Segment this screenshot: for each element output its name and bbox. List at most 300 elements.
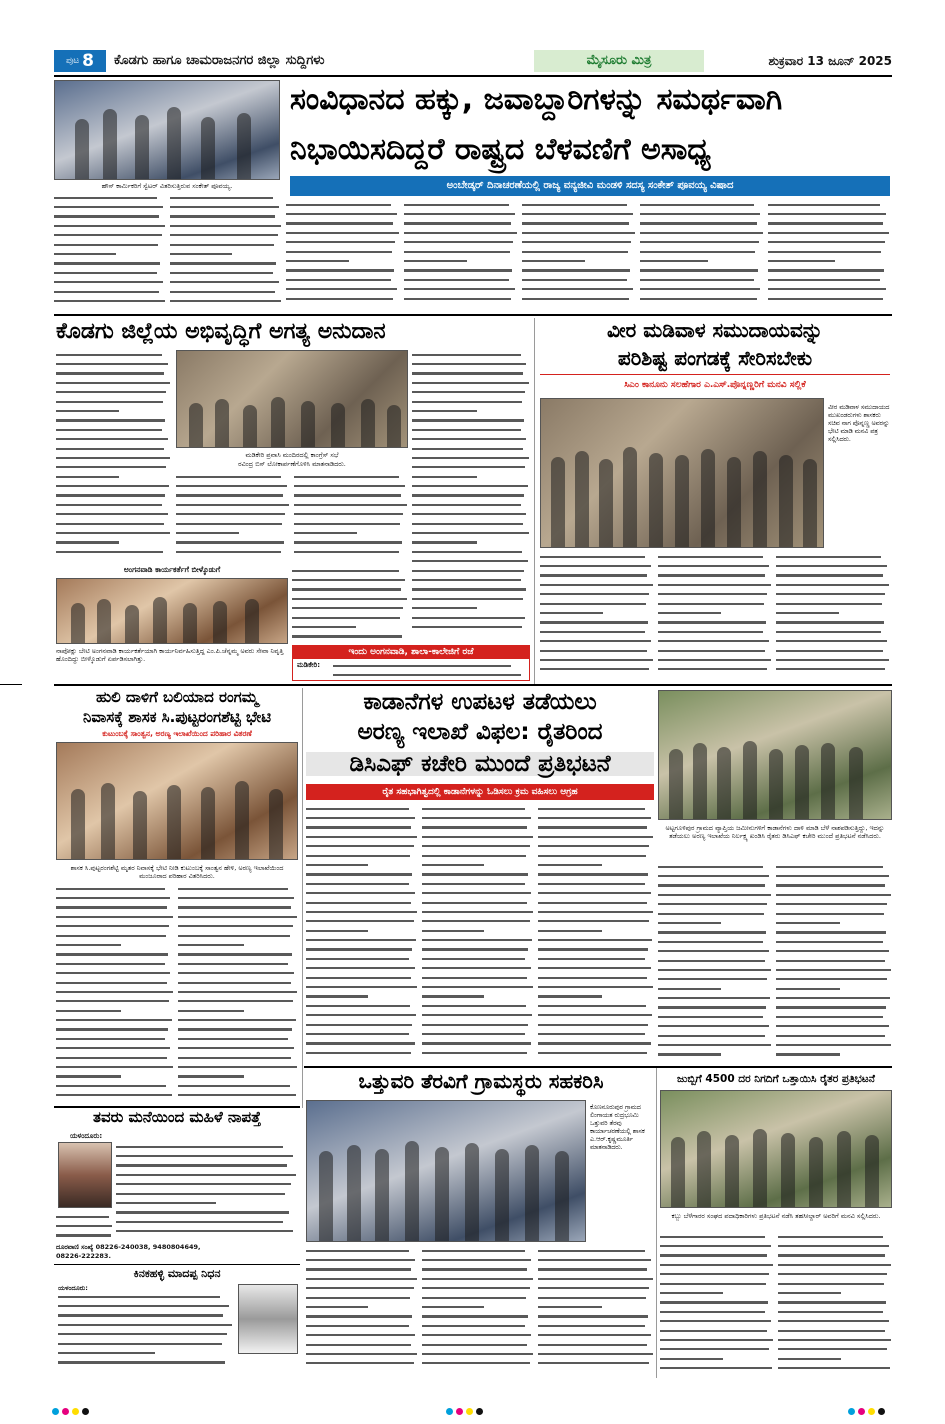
body-text-line xyxy=(178,1062,298,1071)
body-text-line xyxy=(660,1317,774,1326)
body-text-line xyxy=(306,1011,418,1020)
body-text-line xyxy=(286,228,400,237)
elephant-body-col4 xyxy=(658,862,772,1062)
body-text-line xyxy=(306,813,418,822)
body-text-line xyxy=(56,481,171,490)
body-text-line xyxy=(306,982,418,991)
body-text-line xyxy=(306,1039,418,1048)
body-text-line xyxy=(776,608,890,617)
body-text-line xyxy=(422,1029,534,1038)
body-text-line xyxy=(412,566,530,575)
body-text-line xyxy=(778,1354,892,1363)
body-text-line xyxy=(306,1359,418,1368)
body-text-line xyxy=(778,1345,892,1354)
body-text-line xyxy=(538,860,654,869)
body-text-line xyxy=(116,1180,298,1189)
body-text-line xyxy=(658,993,772,1002)
body-text-line xyxy=(292,622,408,631)
body-text-line xyxy=(538,1011,654,1020)
body-text-line xyxy=(178,1015,298,1024)
body-text-line xyxy=(286,266,400,275)
body-text-line xyxy=(412,425,530,434)
body-text-line xyxy=(56,538,171,547)
body-text-line xyxy=(292,575,408,584)
body-text-line xyxy=(412,491,530,500)
body-text-line xyxy=(412,388,530,397)
body-text-line xyxy=(658,909,772,918)
body-text-line xyxy=(538,1001,654,1010)
body-text-line xyxy=(658,580,772,589)
body-text-line xyxy=(540,571,654,580)
lead-bottom-rule xyxy=(54,314,892,316)
body-text-line xyxy=(404,209,518,218)
body-text-line xyxy=(538,851,654,860)
body-text-line xyxy=(422,832,534,841)
body-text-line xyxy=(306,907,418,916)
kodagu-body-col2 xyxy=(176,472,290,560)
body-text-line xyxy=(776,956,892,965)
body-text-line xyxy=(778,1326,892,1335)
rangamma-body-col2 xyxy=(178,884,298,1102)
body-text-line xyxy=(660,1260,774,1269)
body-text-line xyxy=(54,202,166,211)
body-text-line xyxy=(640,219,764,228)
body-text-line xyxy=(422,823,534,832)
body-text-line xyxy=(658,947,772,956)
body-text-line xyxy=(778,1260,892,1269)
body-text-line xyxy=(778,1307,892,1316)
body-text-line xyxy=(404,256,518,265)
body-text-line xyxy=(538,945,654,954)
body-text-line xyxy=(412,481,530,490)
body-text-line xyxy=(422,954,534,963)
lead-body-col5 xyxy=(522,200,636,311)
body-text-line xyxy=(538,842,654,851)
body-text-line xyxy=(54,249,166,258)
body-text-line xyxy=(776,1012,892,1021)
body-text-line xyxy=(306,842,418,851)
body-text-line xyxy=(776,1050,892,1059)
body-text-line xyxy=(176,519,290,528)
body-text-line xyxy=(306,992,418,1001)
body-text-line xyxy=(776,665,890,674)
lead-body-col4 xyxy=(404,200,518,311)
encroach-photo xyxy=(306,1100,586,1242)
body-text-line xyxy=(56,463,171,472)
body-text-line xyxy=(178,959,298,968)
body-text-line xyxy=(422,813,534,822)
body-text-line xyxy=(404,266,518,275)
registration-marks-right xyxy=(848,1408,885,1415)
body-text-line xyxy=(538,982,654,991)
body-text-line xyxy=(286,285,400,294)
body-text-line xyxy=(56,416,171,425)
body-text-line xyxy=(306,1321,418,1330)
body-text-line xyxy=(404,285,518,294)
body-text-line xyxy=(658,871,772,880)
body-text-line xyxy=(306,1284,418,1293)
lead-photo xyxy=(54,80,280,180)
body-text-line xyxy=(538,879,654,888)
body-text-line xyxy=(776,1022,892,1031)
elephant-headline-line3: ಡಿಸಿಎಫ್ ಕಚೇರಿ ಮುಂದೆ ಪ್ರತಿಭಟನೆ xyxy=(306,752,654,776)
body-text-line xyxy=(294,472,408,481)
body-text-line xyxy=(422,860,534,869)
body-text-line xyxy=(412,519,530,528)
body-text-line xyxy=(56,950,174,959)
body-text-line xyxy=(56,893,174,902)
madivala-subhead: ಸಿಎಂ ಕಾನೂನು ಸಲಹೆಗಾರ ಎ.ಎಸ್.ಪೊನ್ನಣ್ಣರಿಗೆ ಮನವಿ ಸಲ್ಲಿಕೆ xyxy=(540,374,890,394)
body-text-line xyxy=(294,510,408,519)
body-text-line xyxy=(422,1011,534,1020)
cyan-mark xyxy=(52,1408,59,1415)
body-text-line xyxy=(56,369,171,378)
body-text-line xyxy=(538,964,654,973)
body-text-line xyxy=(768,285,890,294)
body-text-line xyxy=(422,898,534,907)
body-text-line xyxy=(776,965,892,974)
body-text-line xyxy=(306,1274,418,1283)
lead-body-col1 xyxy=(54,193,166,311)
body-text-line xyxy=(292,594,408,603)
body-text-line xyxy=(538,1331,654,1340)
body-text-line xyxy=(660,1307,774,1316)
body-text-line xyxy=(292,613,408,622)
body-text-line xyxy=(54,212,166,221)
body-text-line xyxy=(422,1302,534,1311)
elephant-bottom-rule xyxy=(304,1066,892,1068)
body-text-line xyxy=(422,935,534,944)
body-text-line xyxy=(56,1034,174,1043)
body-text-line xyxy=(56,1015,174,1024)
lead-body-col3 xyxy=(286,200,400,311)
body-text-line xyxy=(422,1274,534,1283)
body-text-line xyxy=(768,256,890,265)
body-text-line xyxy=(538,813,654,822)
body-text-line xyxy=(522,275,636,284)
body-text-line xyxy=(56,425,171,434)
body-text-line xyxy=(522,238,636,247)
body-text-line xyxy=(658,627,772,636)
body-text-line xyxy=(768,275,890,284)
body-text-line xyxy=(422,1349,534,1358)
body-text-line xyxy=(178,987,298,996)
rangamma-body-col1 xyxy=(56,884,174,1102)
body-text-line xyxy=(56,931,174,940)
body-text-line xyxy=(422,917,534,926)
body-text-line xyxy=(776,900,892,909)
body-text-line xyxy=(538,1284,654,1293)
masthead-rule xyxy=(54,75,892,77)
body-text-line xyxy=(422,870,534,879)
body-text-line xyxy=(776,937,892,946)
body-text-line xyxy=(660,1354,774,1363)
body-text-line xyxy=(658,900,772,909)
body-text-line xyxy=(170,259,282,268)
encroach-side-caption: ಕೊಣನೂರುಪುರ ಗ್ರಾಮದ ಲಿಂಗಾಯತ ರುದ್ರಭೂಮಿ ಒತ್ತುವರಿ ತೆರವು ಕಾರ್ಯಾಚರಣೆಯಲ್ಲಿ ಶಾಸಕ ಎ.ಆರ್.ಕೃಷ್ಣಮೂರ್ತಿ ಮಾತನಾಡಿದರು. xyxy=(590,1104,645,1151)
body-text-line xyxy=(776,552,890,561)
body-text-line xyxy=(412,575,530,584)
body-text-line xyxy=(178,922,298,931)
body-text-line xyxy=(178,978,298,987)
body-text-line xyxy=(412,538,530,547)
body-text-line xyxy=(306,926,418,935)
body-text-line xyxy=(658,561,772,570)
body-text-line xyxy=(178,884,298,893)
holiday-dateline: ಮಡಿಕೇರಿ: xyxy=(297,661,321,669)
body-text-line xyxy=(658,984,772,993)
body-text-line xyxy=(286,200,400,209)
body-text-line xyxy=(306,945,418,954)
body-text-line xyxy=(422,1020,534,1029)
body-text-line xyxy=(538,1312,654,1321)
missing-dateline: ಯಳಂದೂರು: xyxy=(70,1132,103,1140)
body-text-line xyxy=(538,823,654,832)
body-text-line xyxy=(294,500,408,509)
body-text-line xyxy=(56,1006,174,1015)
body-text-line xyxy=(540,552,654,561)
body-text-line xyxy=(306,1312,418,1321)
body-text-line xyxy=(660,1288,774,1297)
body-text-line xyxy=(540,627,654,636)
body-text-line xyxy=(178,1044,298,1053)
body-text-line xyxy=(306,898,418,907)
madivala-headline-line2: ಪರಿಶಿಷ್ಟ ಪಂಗಡಕ್ಕೆ ಸೇರಿಸಬೇಕು xyxy=(617,346,813,370)
body-text-line xyxy=(640,209,764,218)
body-text-line xyxy=(412,557,530,566)
body-text-line xyxy=(306,851,418,860)
body-text-line xyxy=(522,256,636,265)
registration-marks-center xyxy=(446,1408,483,1415)
body-text-line xyxy=(658,1031,772,1040)
body-text-line xyxy=(412,604,530,613)
body-text-line xyxy=(538,917,654,926)
body-text-line xyxy=(538,1302,654,1311)
body-text-line xyxy=(660,1335,774,1344)
body-text-line xyxy=(538,1039,654,1048)
body-text-line xyxy=(412,472,530,481)
body-text-line xyxy=(778,1317,892,1326)
body-text-line xyxy=(538,889,654,898)
body-text-line xyxy=(56,940,174,949)
holiday-box xyxy=(292,645,530,681)
body-text-line xyxy=(522,285,636,294)
kodagu-headline: ಕೊಡಗು ಜಿಲ್ಲೆಯ ಅಭಿವೃದ್ಧಿಗೆ ಅಗತ್ಯ ಅನುದಾನ xyxy=(56,319,386,344)
body-text-line xyxy=(54,268,166,277)
body-text-line xyxy=(178,950,298,959)
body-text-line xyxy=(412,444,530,453)
body-text-line xyxy=(292,585,408,594)
body-text-line xyxy=(776,1040,892,1049)
body-text-line xyxy=(54,296,166,305)
body-text-line xyxy=(404,238,518,247)
kodagu-body-col3 xyxy=(294,472,408,560)
body-text-line xyxy=(658,890,772,899)
body-text-line xyxy=(422,804,534,813)
page-number: 8 xyxy=(82,51,95,71)
body-text-line xyxy=(56,491,171,500)
body-text-line xyxy=(404,219,518,228)
body-text-line xyxy=(412,416,530,425)
body-text-line xyxy=(306,823,418,832)
body-text-line xyxy=(56,359,171,368)
body-text-line xyxy=(56,547,171,556)
body-text-line xyxy=(306,1001,418,1010)
body-text-line xyxy=(776,655,890,664)
body-text-line xyxy=(538,1359,654,1368)
lead-body-col6 xyxy=(640,200,764,311)
body-text-line xyxy=(58,1320,234,1329)
anganwadi-caption: ನಾಪೋಕ್ಲು ಬೇಟಿ ಅಂಗನವಾಡಿ ಕಾರ್ಯಕರ್ತೆಯಾಗಿ ಕಾರ್ಯನಿರ್ವಹಿಸುತ್ತಿದ್ದ ಎಂ.ಪಿ.ಚೆನ್ನಮ್ಮ ಅವರು ಸೇವಾ ನಿವೃತ್ತಿ ಹೊಂದಿದ್ದು ಬೀಳ್ಕೊಡುಗೆ ಏರ್ಪಡಿಸಲಾಗಿತ್ತು. xyxy=(56,647,284,663)
body-text-line xyxy=(422,973,534,982)
body-text-line xyxy=(776,590,890,599)
body-text-line xyxy=(538,907,654,916)
body-text-line xyxy=(658,956,772,965)
body-text-line xyxy=(658,1003,772,1012)
body-text-line xyxy=(412,397,530,406)
fertilizer-body-col1 xyxy=(660,1232,774,1376)
body-text-line xyxy=(422,982,534,991)
rangamma-photo xyxy=(56,742,298,860)
body-text-line xyxy=(178,893,298,902)
body-text-line xyxy=(538,973,654,982)
obituary-top-rule xyxy=(54,1264,300,1265)
elephant-headline-line1: ಕಾಡಾನೆಗಳ ಉಪಟಳ ತಡೆಯಲು xyxy=(363,689,597,715)
body-text-line xyxy=(522,294,636,303)
body-text-line xyxy=(422,1331,534,1340)
body-text-line xyxy=(660,1232,774,1241)
body-text-line xyxy=(56,922,174,931)
body-text-line xyxy=(286,219,400,228)
body-text-line xyxy=(56,912,174,921)
body-text-line xyxy=(170,231,282,240)
body-text-line xyxy=(306,889,418,898)
body-text-line xyxy=(56,397,171,406)
body-text-line xyxy=(116,1161,298,1170)
body-text-line xyxy=(56,1091,174,1100)
body-text-line xyxy=(658,1022,772,1031)
body-text-line xyxy=(776,646,890,655)
body-text-line xyxy=(54,259,166,268)
encroach-divider xyxy=(656,1068,657,1378)
body-text-line xyxy=(522,266,636,275)
body-text-line xyxy=(294,538,408,547)
body-text-line xyxy=(538,1029,654,1038)
body-text-line xyxy=(412,463,530,472)
body-text-line xyxy=(56,903,174,912)
elephant-headline-line2: ಅರಣ್ಯ ಇಲಾಖೆ ವಿಫಲ: ರೈತರಿಂದ xyxy=(357,719,603,745)
body-text-line xyxy=(56,1081,174,1090)
body-text-line xyxy=(540,608,654,617)
body-text-line xyxy=(778,1241,892,1250)
body-text-line xyxy=(116,1198,298,1207)
body-text-line xyxy=(776,561,890,570)
body-text-line xyxy=(56,1062,174,1071)
body-text-line xyxy=(658,655,772,664)
body-text-line xyxy=(306,935,418,944)
kodagu-photo-meeting xyxy=(176,350,408,448)
body-text-line xyxy=(58,1348,234,1357)
body-text-line xyxy=(54,221,166,230)
obituary-dateline: ಯಳಂದೂರು: xyxy=(58,1284,88,1292)
body-text-line xyxy=(776,580,890,589)
body-text-line xyxy=(768,247,890,256)
elephant-body-col2 xyxy=(422,804,534,1062)
body-text-line xyxy=(294,519,408,528)
body-text-line xyxy=(422,1359,534,1368)
holiday-body xyxy=(333,661,527,680)
body-text-line xyxy=(660,1345,774,1354)
body-text-line xyxy=(116,1151,298,1160)
body-text-line xyxy=(178,903,298,912)
encroach-body-col2 xyxy=(422,1246,534,1376)
body-text-line xyxy=(776,984,892,993)
body-text-line xyxy=(522,247,636,256)
lead-headline-line1: ಸಂವಿಧಾನದ ಹಕ್ಕು, ಜವಾಬ್ದಾರಿಗಳನ್ನು ಸಮರ್ಥವಾಗಿ xyxy=(290,82,783,117)
madivala-headline-line1: ವೀರ ಮಡಿವಾಳ ಸಮುದಾಯವನ್ನು xyxy=(607,318,823,342)
rangamma-subhead: ಕುಟುಂಬಕ್ಕೆ ಸಾಂತ್ವನ, ಅರಣ್ಯ ಇಲಾಖೆಯಿಂದ ಪರಿಹಾರ ವಿತರಣೆ xyxy=(102,729,252,738)
body-text-line xyxy=(778,1279,892,1288)
body-text-line xyxy=(538,804,654,813)
body-text-line xyxy=(776,1003,892,1012)
body-text-line xyxy=(776,928,892,937)
body-text-line xyxy=(176,500,290,509)
body-text-line xyxy=(540,599,654,608)
body-text-line xyxy=(538,954,654,963)
body-text-line xyxy=(538,1293,654,1302)
body-text-line xyxy=(522,209,636,218)
body-text-line xyxy=(176,547,290,556)
body-text-line xyxy=(306,1331,418,1340)
body-text-line xyxy=(286,275,400,284)
body-text-line xyxy=(306,879,418,888)
body-text-line xyxy=(56,884,174,893)
body-text-line xyxy=(658,608,772,617)
body-text-line xyxy=(538,992,654,1001)
body-text-line xyxy=(422,1265,534,1274)
body-text-line xyxy=(422,1246,534,1255)
body-text-line xyxy=(640,275,764,284)
body-text-line xyxy=(54,278,166,287)
body-text-line xyxy=(522,200,636,209)
body-text-line xyxy=(660,1241,774,1250)
body-text-line xyxy=(306,1246,418,1255)
body-text-line xyxy=(306,964,418,973)
missing-headline: ತವರು ಮನೆಯಿಂದ ಮಹಿಳೆ ನಾಪತ್ತೆ xyxy=(93,1108,261,1126)
body-text-line xyxy=(170,221,282,230)
body-text-line xyxy=(286,256,400,265)
body-text-line xyxy=(658,571,772,580)
body-text-line xyxy=(538,832,654,841)
body-text-line xyxy=(178,912,298,921)
body-text-line xyxy=(170,296,282,305)
body-text-line xyxy=(540,561,654,570)
body-text-line xyxy=(422,1048,534,1057)
body-text-line xyxy=(286,209,400,218)
body-text-line xyxy=(333,670,527,679)
body-text-line xyxy=(286,294,400,303)
body-text-line xyxy=(178,1081,298,1090)
body-text-line xyxy=(538,870,654,879)
left-margin-mark xyxy=(0,684,22,685)
body-text-line xyxy=(540,580,654,589)
body-text-line xyxy=(404,228,518,237)
body-text-line xyxy=(170,202,282,211)
body-text-line xyxy=(540,637,654,646)
body-text-line xyxy=(56,453,171,462)
registration-marks-left xyxy=(52,1408,89,1415)
body-text-line xyxy=(768,228,890,237)
